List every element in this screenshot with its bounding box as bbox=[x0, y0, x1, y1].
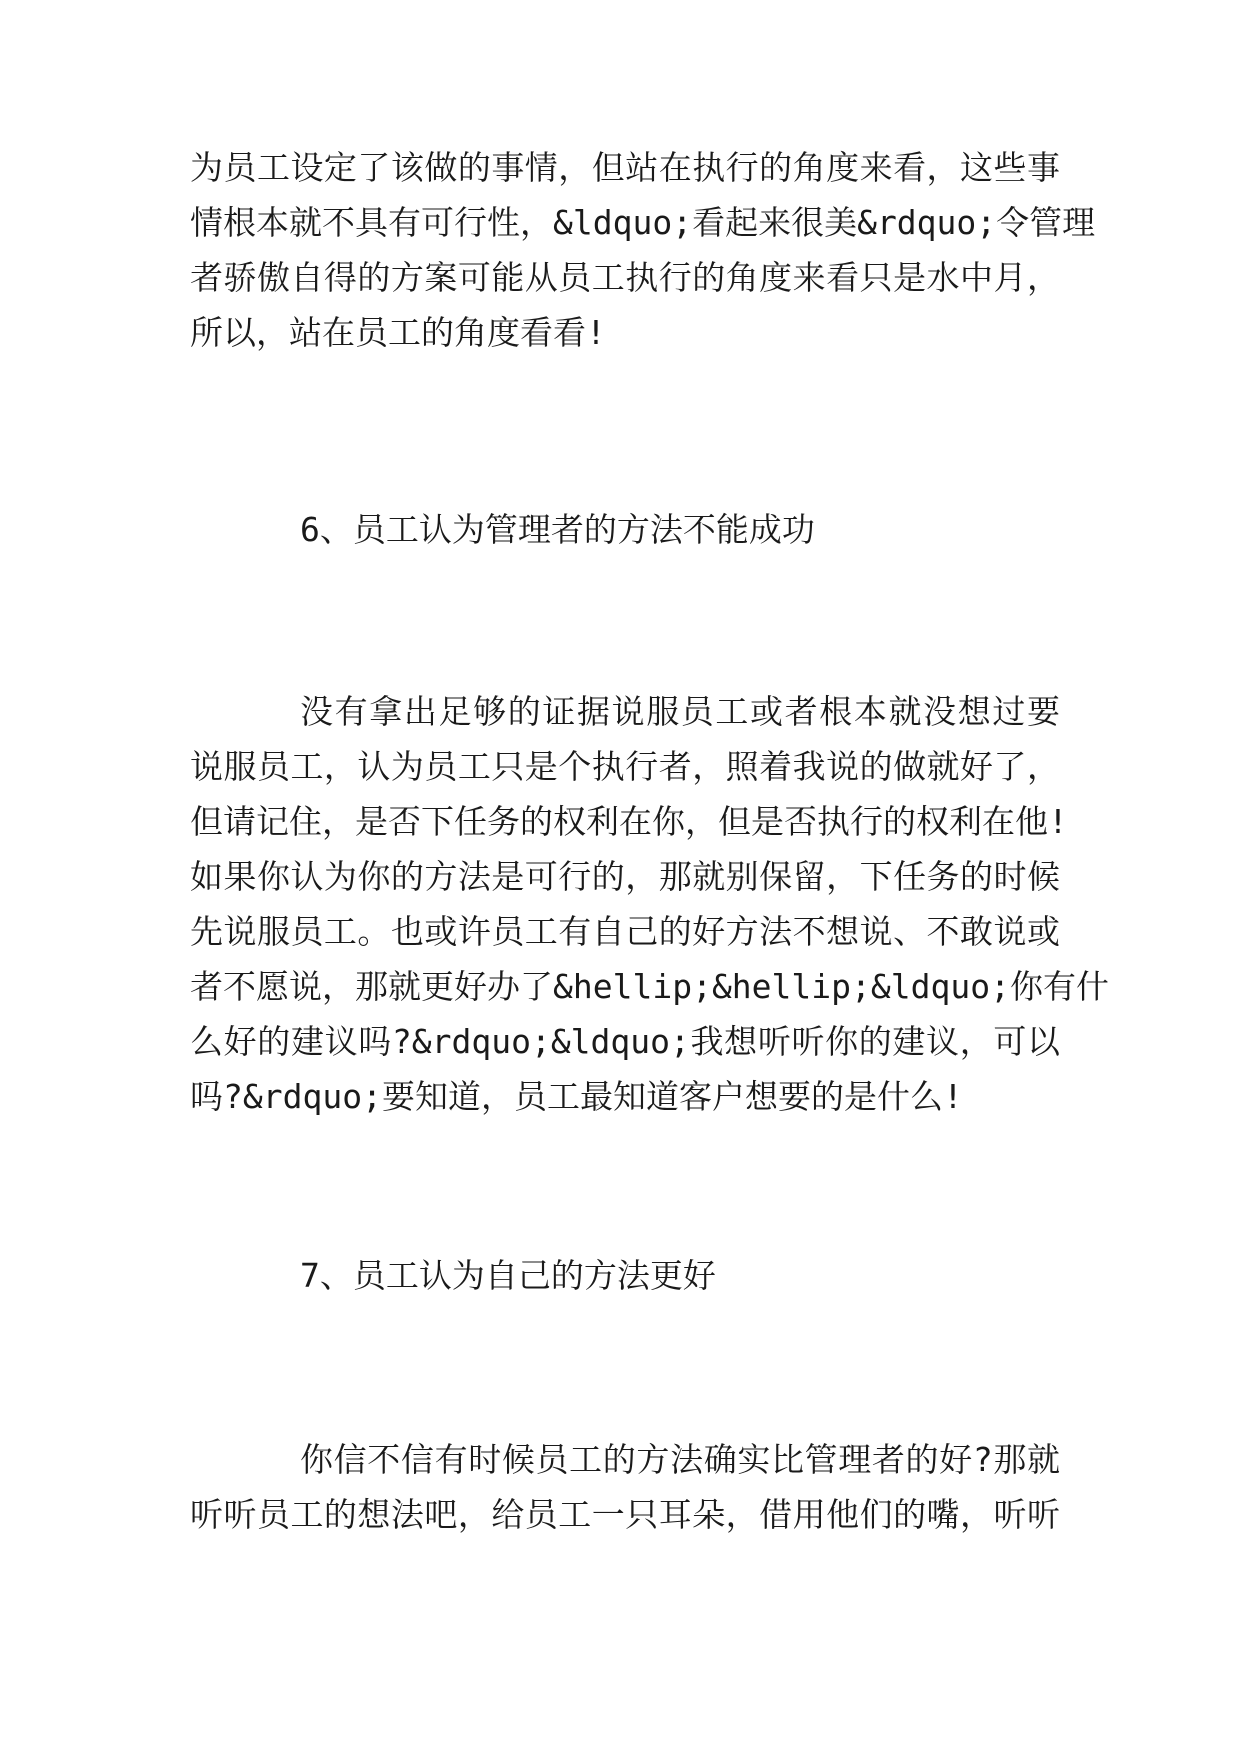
paragraph-line: 情根本就不具有可行性，&ldquo;看起来很美&rdquo;令管理 bbox=[190, 203, 1096, 242]
paragraph-line: 但请记住，是否下任务的权利在你，但是否执行的权利在他! bbox=[190, 802, 1068, 841]
paragraph-line: 吗?&rdquo;要知道，员工最知道客户想要的是什么! bbox=[190, 1077, 963, 1116]
paragraph-line: 先说服员工。也或许员工有自己的好方法不想说、不敢说或 bbox=[190, 912, 1060, 951]
paragraph-line: 么好的建议吗?&rdquo;&ldquo;我想听听你的建议，可以 bbox=[190, 1022, 1060, 1061]
paragraph-line: 所以，站在员工的角度看看! bbox=[190, 313, 606, 352]
paragraph-line: 者不愿说，那就更好办了&hellip;&hellip;&ldquo;你有什 bbox=[190, 967, 1109, 1006]
paragraph-line: 听听员工的想法吧，给员工一只耳朵，借用他们的嘴，听听 bbox=[190, 1495, 1060, 1534]
paragraph-line: 你信不信有时候员工的方法确实比管理者的好?那就 bbox=[300, 1440, 1060, 1479]
paragraph-line: 没有拿出足够的证据说服员工或者根本就没想过要 bbox=[300, 692, 1060, 731]
paragraph-line: 为员工设定了该做的事情，但站在执行的角度来看，这些事 bbox=[190, 148, 1060, 187]
paragraph-line: 如果你认为你的方法是可行的，那就别保留，下任务的时候 bbox=[190, 857, 1060, 896]
paragraph-line: 说服员工，认为员工只是个执行者，照着我说的做就好了， bbox=[190, 747, 1060, 786]
paragraph-line: 者骄傲自得的方案可能从员工执行的角度来看只是水中月， bbox=[190, 258, 1060, 297]
section-heading-7: 7、员工认为自己的方法更好 bbox=[300, 1256, 716, 1295]
section-heading-6: 6、员工认为管理者的方法不能成功 bbox=[300, 510, 815, 549]
